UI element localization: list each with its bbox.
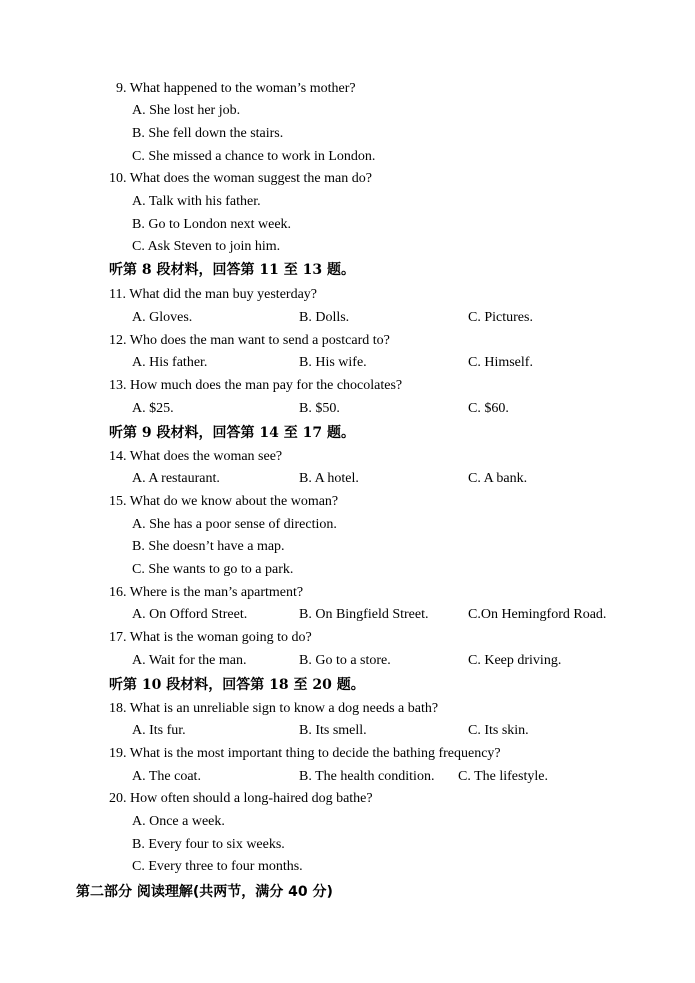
question-10: 10. What does the woman suggest the man do? — [109, 171, 372, 186]
q11-option-a: A. Gloves. — [132, 310, 193, 325]
section-heading-9: 听第 9 段材料，回答第 14 至 17 题。 — [109, 425, 355, 441]
q19-option-a: A. The coat. — [132, 769, 201, 784]
q16-option-a: A. On Offord Street. — [132, 607, 248, 622]
q14-option-b: B. A hotel. — [299, 471, 359, 486]
question-11: 11. What did the man buy yesterday? — [109, 287, 317, 302]
q12-option-c: C. Himself. — [468, 355, 533, 370]
q11-option-b: B. Dolls. — [299, 310, 350, 325]
q15-option-a: A. She has a poor sense of direction. — [132, 517, 337, 532]
question-15: 15. What do we know about the woman? — [109, 494, 339, 509]
q19-option-c: C. The lifestyle. — [458, 769, 548, 784]
question-17: 17. What is the woman going to do? — [109, 630, 312, 645]
q9-option-a: A. She lost her job. — [132, 103, 241, 118]
q17-option-a: A. Wait for the man. — [132, 653, 247, 668]
q10-option-b: B. Go to London next week. — [132, 217, 292, 232]
q15-option-b: B. She doesn’t have a map. — [132, 539, 285, 554]
q19-option-b: B. The health condition. — [299, 769, 435, 784]
q12-option-b: B. His wife. — [299, 355, 367, 370]
question-14: 14. What does the woman see? — [109, 449, 283, 464]
q20-option-a: A. Once a week. — [132, 814, 225, 829]
q14-option-a: A. A restaurant. — [132, 471, 220, 486]
q12-option-a: A. His father. — [132, 355, 208, 370]
section-heading-10: 听第 10 段材料，回答第 18 至 20 题。 — [109, 677, 365, 693]
question-18: 18. What is an unreliable sign to know a dog needs a bath? — [109, 701, 439, 716]
question-20: 20. How often should a long-haired dog bathe? — [109, 791, 373, 806]
q17-option-c: C. Keep driving. — [468, 653, 562, 668]
q13-option-a: A. $25. — [132, 401, 174, 416]
question-16: 16. Where is the man’s apartment? — [109, 585, 304, 600]
q9-option-b: B. She fell down the stairs. — [132, 126, 284, 141]
question-19: 19. What is the most important thing to decide the bathing frequency? — [109, 746, 501, 761]
q18-option-c: C. Its skin. — [468, 723, 529, 738]
question-13: 13. How much does the man pay for the chocolates? — [109, 378, 403, 393]
q14-option-c: C. A bank. — [468, 471, 528, 486]
q16-option-b: B. On Bingfield Street. — [299, 607, 429, 622]
question-12: 12. Who does the man want to send a postcard to? — [109, 333, 390, 348]
q15-option-c: C. She wants to go to a park. — [132, 562, 294, 577]
q20-option-c: C. Every three to four months. — [132, 859, 303, 874]
q10-option-a: A. Talk with his father. — [132, 194, 261, 209]
q13-option-b: B. $50. — [299, 401, 340, 416]
section-heading-8: 听第 8 段材料，回答第 11 至 13 题。 — [109, 262, 355, 278]
q16-option-c: C.On Hemingford Road. — [468, 607, 607, 622]
q18-option-b: B. Its smell. — [299, 723, 367, 738]
q18-option-a: A. Its fur. — [132, 723, 186, 738]
q10-option-c: C. Ask Steven to join him. — [132, 239, 281, 254]
q13-option-c: C. $60. — [468, 401, 509, 416]
q11-option-c: C. Pictures. — [468, 310, 533, 325]
q17-option-b: B. Go to a store. — [299, 653, 391, 668]
part-two-title: 第二部分 阅读理解(共两节，满分 40 分) — [76, 884, 333, 900]
question-9: 9. What happened to the woman’s mother? — [116, 81, 356, 96]
q9-option-c: C. She missed a chance to work in London. — [132, 149, 376, 164]
q20-option-b: B. Every four to six weeks. — [132, 837, 285, 852]
